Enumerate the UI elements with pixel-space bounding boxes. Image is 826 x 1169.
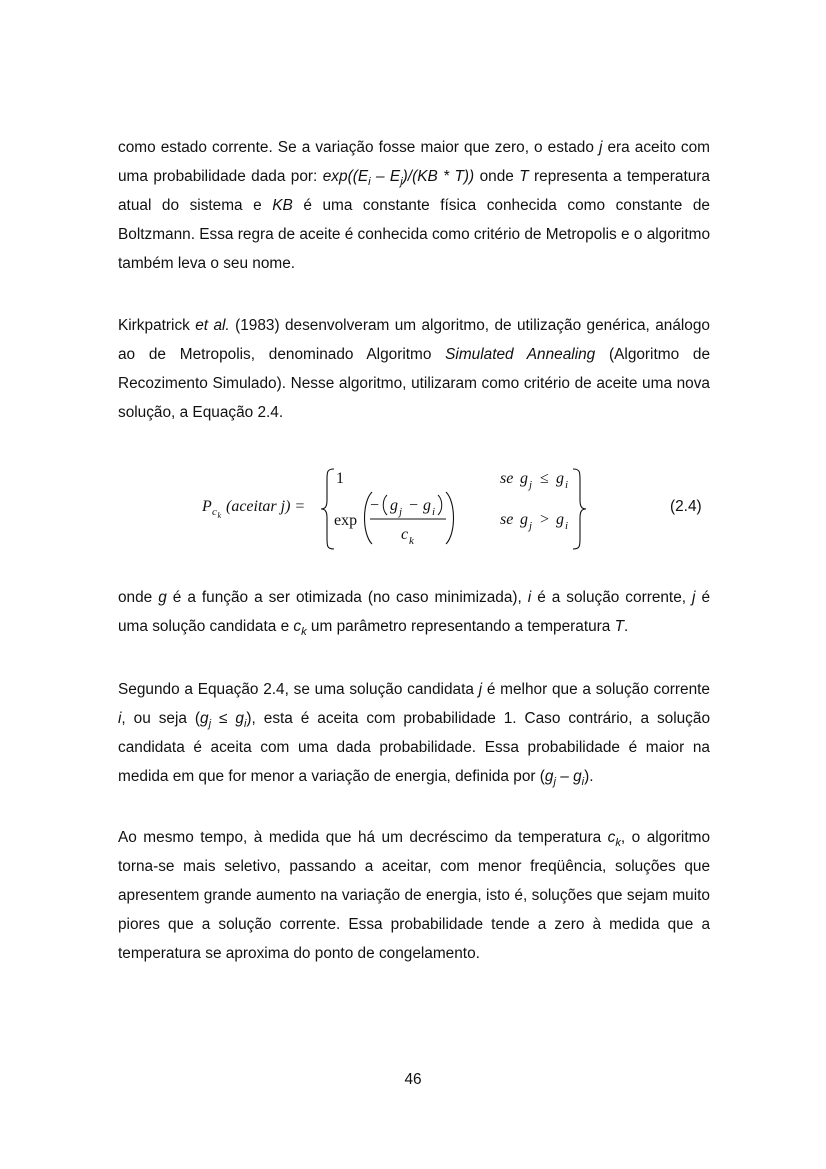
italic-text: g <box>158 589 167 606</box>
subscript: j <box>208 718 212 731</box>
italic-text: g <box>544 768 554 785</box>
subscript: i <box>243 718 247 731</box>
paragraph-kirkpatrick <box>118 311 710 427</box>
text-run: é a solução corrente, <box>531 589 693 606</box>
eq-case2-numer-j: j <box>399 506 403 518</box>
eq-case1-cond-rel: ≤ <box>540 470 549 487</box>
eq-case1-cond-g: g <box>520 470 528 487</box>
italic-text: i <box>118 710 122 727</box>
eq-case2-cond-rel: > <box>540 511 550 528</box>
eq-small-paren-left <box>383 495 387 515</box>
eq-case1-cond-g2: g <box>556 470 564 487</box>
eq-case2-denom-k: k <box>409 535 414 547</box>
text-run: representa a temperatura atual do sistema e <box>118 168 710 214</box>
eq-case2-exp: exp <box>334 512 358 529</box>
eq-lhs-sub-c: c <box>212 506 217 518</box>
eq-lhs-sub-k: k <box>217 511 222 520</box>
text-run: como estado corrente. Se a variação fosse maior que zero, o estado <box>118 139 599 156</box>
italic-text: )/(KB * T)) <box>402 168 475 185</box>
eq-case2-numer-g2: g <box>423 497 431 514</box>
italic-text: c <box>607 829 616 846</box>
eq-case2-cond-i: i <box>565 520 569 532</box>
text-run: ≤ <box>211 710 236 727</box>
equation-2-4 <box>150 460 710 555</box>
text-run: Kirkpatrick <box>118 317 196 334</box>
eq-case1-cond-j: j <box>529 479 533 491</box>
text-run: . <box>624 618 629 635</box>
italic-text: T <box>519 168 529 185</box>
eq-left-brace <box>321 469 334 549</box>
equation-number: (2.4) <box>670 498 702 515</box>
text-run: era aceito com uma probabilidade dada por: <box>118 139 711 185</box>
subscript: j <box>553 776 556 789</box>
paragraph-metropolis <box>118 133 710 278</box>
text-run: onde <box>118 589 159 606</box>
paragraph-temperature <box>118 823 710 968</box>
subscript: k <box>301 626 307 639</box>
italic-text: g <box>200 710 209 727</box>
eq-case2-numer-minus: − <box>370 497 380 514</box>
eq-case2-cond-g2: g <box>556 511 564 528</box>
italic-text: c <box>293 618 302 635</box>
eq-case2-numer-op: − <box>409 497 419 514</box>
text-run: , ou seja ( <box>121 710 201 727</box>
text-run: é uma solução candidata e <box>118 589 710 635</box>
text-run: é a função a ser otimizada (no caso minimizada), <box>166 589 528 606</box>
text-run: ). <box>584 768 594 785</box>
text-run: (1983) desenvolveram um algoritmo, de utilização genérica, análogo ao de Metropolis, denominado Algoritmo <box>118 317 710 363</box>
italic-text: T <box>614 618 625 635</box>
eq-case1-value: 1 <box>336 470 344 487</box>
text-run: Segundo a Equação 2.4, se uma solução candidata <box>118 681 479 698</box>
eq-case2-numer-i: i <box>432 506 436 518</box>
text-run: é melhor que a solução corrente <box>482 681 710 698</box>
italic-text: – E <box>370 168 401 185</box>
text-run: onde <box>474 168 520 185</box>
italic-text: j <box>478 681 483 698</box>
subscript: k <box>615 837 621 850</box>
italic-text: exp((E <box>322 168 369 185</box>
text-run: – <box>555 768 574 785</box>
subscript: i <box>368 176 371 189</box>
eq-case2-numer-g: g <box>390 497 398 514</box>
italic-text: Simulated Annealing <box>445 346 596 363</box>
italic-text: g <box>573 768 582 785</box>
paragraph-definitions <box>118 583 710 641</box>
eq-small-paren-right <box>438 495 442 515</box>
eq-case1-cond-se: se <box>500 470 514 487</box>
paragraph-acceptance <box>118 675 710 791</box>
text-run: ), esta é aceita com probabilidade 1. Caso contrário, a solução candidata é aceita com uma dada probabilidade. Essa probabilidade é maior na medida em que for menor a variação de energia, definida por ( <box>118 710 711 785</box>
eq-case2-cond-g: g <box>520 511 528 528</box>
text-run: um parâmetro representando a temperatura <box>306 618 615 635</box>
eq-case1-cond-i: i <box>565 479 569 491</box>
italic-text: i <box>527 589 532 606</box>
eq-case2-cond-j: j <box>529 520 533 532</box>
text-run: Ao mesmo tempo, à medida que há um decréscimo da temperatura <box>118 829 608 846</box>
text-run: , o algoritmo torna-se mais seletivo, passando a aceitar, com menor freqüência, soluções que apresentem grande aumento na variação de energia, isto é, soluções que sejam muito piores que a solução corrente. Essa probabilidade tende a zero à medida que a temperatura se aproxima do ponto de congelamento. <box>118 829 711 962</box>
subscript: i <box>581 776 585 789</box>
eq-lhs-args: (aceitar j) = <box>226 498 306 515</box>
italic-text: et al. <box>195 317 230 334</box>
eq-case2-denom-c: c <box>401 526 409 543</box>
eq-big-paren-right <box>446 492 454 544</box>
eq-lhs-P: P <box>202 498 212 515</box>
italic-text: g <box>235 710 244 727</box>
italic-text: j <box>598 139 603 156</box>
italic-text: KB <box>272 197 293 214</box>
text-run: é uma constante física conhecida como constante de Boltzmann. Essa regra de aceite é conhecida como critério de Metropolis e o algoritmo também leva o seu nome. <box>118 197 710 272</box>
italic-text: j <box>692 589 696 606</box>
text-run: (Algoritmo de Recozimento Simulado). Nesse algoritmo, utilizaram como critério de aceite uma nova solução, a Equação 2.4. <box>118 346 711 421</box>
page-number: 46 <box>404 1071 422 1088</box>
subscript: j <box>400 176 403 189</box>
eq-case2-cond-se: se <box>500 511 514 528</box>
eq-right-brace <box>573 469 586 549</box>
